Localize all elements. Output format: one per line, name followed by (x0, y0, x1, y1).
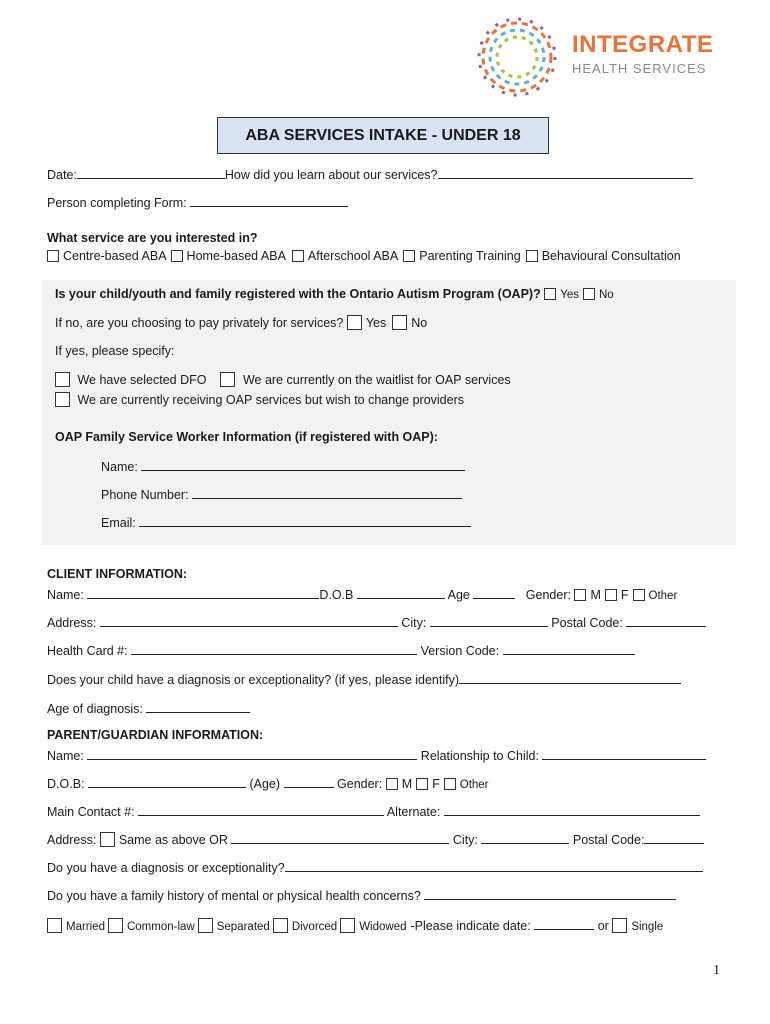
client-name-row (47, 586, 677, 602)
waitlist-checkbox[interactable] (220, 372, 235, 387)
married-checkbox[interactable] (47, 918, 62, 933)
version-code-field[interactable] (503, 642, 635, 655)
parent-gender-label: Gender: (337, 777, 383, 791)
relationship-field[interactable] (542, 747, 706, 760)
separated-label: Separated (216, 921, 270, 933)
service-label-afterschool: Afterschool ABA (307, 249, 399, 263)
client-dob-label: D.O.B (319, 588, 354, 602)
specify-label: If yes, please specify: (55, 344, 175, 358)
widowed-checkbox[interactable] (340, 918, 355, 933)
worker-name-field[interactable] (141, 458, 465, 471)
oap-yes-checkbox[interactable] (544, 288, 556, 300)
service-label-centre: Centre-based ABA (63, 249, 167, 263)
parent-age-field[interactable] (284, 775, 334, 788)
parent-city-label: City: (452, 833, 478, 847)
parent-header: PARENT/GUARDIAN INFORMATION: (47, 728, 264, 742)
age-diagnosis-label: Age of diagnosis: (47, 702, 143, 716)
client-city-field[interactable] (430, 614, 548, 627)
diagnosis-question: Does your child have a diagnosis or exceptionality? (if yes, please identify) (47, 673, 460, 687)
service-checkbox-behavioural[interactable] (526, 250, 538, 262)
date-row (47, 166, 693, 182)
service-checkbox-home[interactable] (171, 250, 183, 262)
change-provider-label: We are currently receiving OAP services but wish to change providers (77, 393, 465, 407)
date-field[interactable] (77, 166, 225, 179)
service-label-behavioural: Behavioural Consultation (541, 249, 681, 263)
or-label: or (597, 919, 609, 933)
parent-gender-other-checkbox[interactable] (444, 778, 456, 790)
family-history-field[interactable] (424, 887, 676, 900)
age-diagnosis-row (47, 700, 250, 716)
marital-row (47, 917, 663, 933)
parent-name-field[interactable] (87, 747, 417, 760)
client-gender-other-checkbox[interactable] (633, 589, 645, 601)
client-name-field[interactable] (87, 586, 319, 599)
logo-title: INTEGRATE (572, 31, 714, 58)
alternate-label: Alternate: (386, 805, 441, 819)
parent-address-field[interactable] (231, 831, 449, 844)
change-provider-checkbox[interactable] (55, 392, 70, 407)
family-history-question: Do you have a family history of mental or physical health concerns? (47, 889, 421, 903)
parent-age-label: (Age) (249, 777, 281, 791)
service-label-home: Home-based ABA (186, 249, 286, 263)
private-no-label: No (411, 316, 428, 330)
worker-email-field[interactable] (139, 514, 471, 527)
widowed-date-field[interactable] (534, 917, 594, 930)
oap-no-label: No (598, 289, 614, 301)
page-number: 1 (713, 963, 720, 978)
parent-gender-m-checkbox[interactable] (386, 778, 398, 790)
logo-mark-icon (472, 12, 562, 102)
worker-phone-row (101, 486, 462, 502)
client-postal-label: Postal Code: (551, 616, 623, 630)
client-postal-field[interactable] (626, 614, 706, 627)
client-gender-other-label: Other (648, 590, 678, 602)
oap-question-row (55, 287, 614, 301)
service-checkbox-centre[interactable] (47, 250, 59, 262)
worker-phone-label: Phone Number: (101, 488, 189, 502)
oap-yes-label: Yes (560, 289, 579, 301)
parent-address-label: Address: (47, 833, 97, 847)
dfo-checkbox[interactable] (55, 372, 70, 387)
oap-no-checkbox[interactable] (583, 288, 595, 300)
date-label: Date: (47, 168, 77, 182)
service-label-parenting: Parenting Training (419, 249, 521, 263)
parent-diag-question: Do you have a diagnosis or exceptionality? (47, 861, 285, 875)
client-city-label: City: (401, 616, 427, 630)
parent-gender-f-label: F (432, 777, 440, 791)
client-address-label: Address: (47, 616, 97, 630)
client-gender-m-checkbox[interactable] (574, 589, 586, 601)
opt-row-1 (55, 372, 511, 387)
parent-dob-row (47, 775, 489, 791)
parent-name-row (47, 747, 706, 763)
common-law-label: Common-law (126, 921, 195, 933)
diagnosis-field[interactable] (459, 671, 681, 684)
worker-email-row (101, 514, 471, 530)
service-checkbox-parenting[interactable] (403, 250, 415, 262)
main-contact-label: Main Contact #: (47, 805, 135, 819)
separated-checkbox[interactable] (198, 918, 213, 933)
widowed-label: Widowed (359, 921, 407, 933)
worker-name-label: Name: (101, 460, 138, 474)
same-as-above-checkbox[interactable] (100, 832, 115, 847)
service-checkbox-afterschool[interactable] (292, 250, 304, 262)
waitlist-label: We are currently on the waitlist for OAP services (242, 373, 511, 387)
health-card-field[interactable] (131, 642, 417, 655)
health-card-label: Health Card #: (47, 644, 128, 658)
parent-gender-m-label: M (401, 777, 413, 791)
opt-row-2 (55, 392, 464, 407)
client-gender-f-label: F (620, 588, 629, 602)
contact-row (47, 803, 700, 819)
parent-dob-field[interactable] (88, 775, 246, 788)
person-field[interactable] (190, 194, 348, 207)
private-yes-checkbox[interactable] (347, 315, 362, 330)
parent-diag-field[interactable] (285, 859, 703, 872)
indicate-date-label: -Please indicate date: (410, 919, 531, 933)
private-row (55, 315, 427, 330)
parent-address-row (47, 831, 704, 847)
client-dob-field[interactable] (357, 586, 445, 599)
client-gender-label: Gender: (525, 588, 571, 602)
private-question: If no, are you choosing to pay privately for services? (55, 316, 344, 330)
health-card-row (47, 642, 635, 658)
client-gender-f-checkbox[interactable] (605, 589, 617, 601)
parent-gender-other-label: Other (459, 779, 489, 791)
service-options (47, 249, 681, 263)
parent-name-label: Name: (47, 749, 84, 763)
worker-phone-field[interactable] (192, 486, 462, 499)
client-age-label: Age (447, 588, 470, 602)
parent-postal-field[interactable] (644, 831, 704, 844)
parent-dob-label: D.O.B: (47, 777, 85, 791)
same-as-above-label: Same as above OR (118, 833, 228, 847)
learn-label: How did you learn about our services? (224, 168, 438, 182)
service-question: What service are you interested in? (47, 231, 258, 245)
relationship-label: Relationship to Child: (420, 749, 539, 763)
family-history-row (47, 887, 676, 903)
common-law-checkbox[interactable] (108, 918, 123, 933)
parent-city-field[interactable] (481, 831, 569, 844)
divorced-checkbox[interactable] (273, 918, 288, 933)
client-header: CLIENT INFORMATION: (47, 567, 188, 581)
single-label: Single (631, 921, 664, 933)
worker-name-row (101, 458, 465, 474)
version-code-label: Version Code: (420, 644, 500, 658)
logo-subtitle: HEALTH SERVICES (572, 61, 707, 76)
married-label: Married (66, 921, 105, 933)
divorced-label: Divorced (291, 921, 338, 933)
person-label: Person completing Form: (47, 196, 187, 210)
client-address-field[interactable] (100, 614, 398, 627)
learn-field[interactable] (438, 166, 693, 179)
person-row (47, 194, 348, 210)
client-address-row (47, 614, 706, 630)
client-age-field[interactable] (473, 586, 515, 599)
parent-postal-label: Postal Code: (572, 833, 645, 847)
parent-gender-f-checkbox[interactable] (416, 778, 428, 790)
client-name-label: Name: (47, 588, 84, 602)
worker-email-label: Email: (101, 516, 136, 530)
private-no-checkbox[interactable] (392, 315, 407, 330)
private-yes-label: Yes (365, 316, 387, 330)
logo (472, 12, 562, 102)
client-gender-m-label: M (590, 588, 601, 602)
diagnosis-row (47, 671, 681, 687)
alternate-field[interactable] (444, 803, 700, 816)
worker-header: OAP Family Service Worker Information (if registered with OAP): (55, 430, 438, 444)
parent-diag-row (47, 859, 703, 875)
main-contact-field[interactable] (138, 803, 384, 816)
single-checkbox[interactable] (612, 918, 627, 933)
oap-question: Is your child/youth and family registered with the Ontario Autism Program (OAP)? (55, 287, 541, 301)
form-title: ABA SERVICES INTAKE - UNDER 18 (217, 117, 549, 154)
age-diagnosis-field[interactable] (146, 700, 250, 713)
dfo-label: We have selected DFO (77, 373, 207, 387)
